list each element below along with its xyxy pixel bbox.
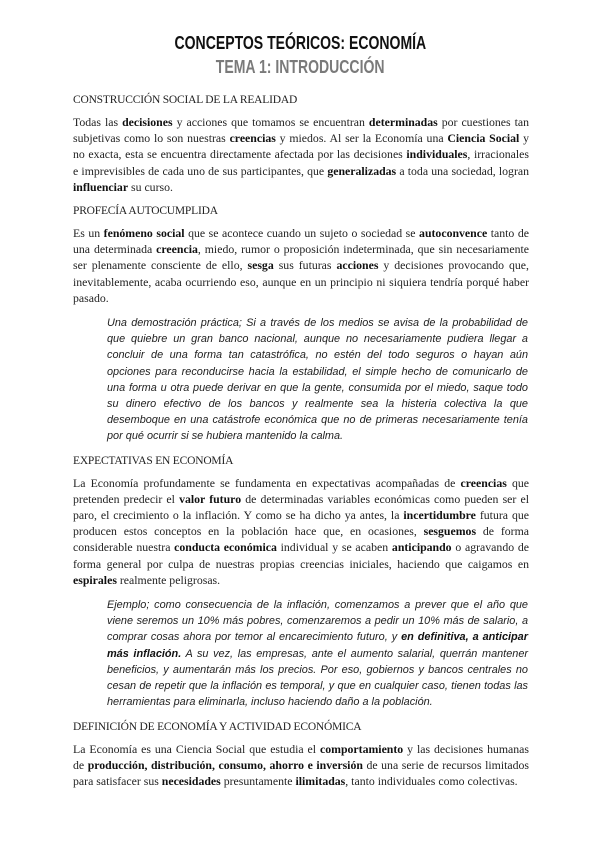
bold-term: influenciar — [73, 179, 129, 194]
text-run: A su vez, las empresas, ante el aumento salarial, querrán mantener beneficios, y aumentarán más los precios. Por eso, gobiernos y bancos centrales no cesan de repetir que la inflación es temporal, y que en cualquier caso, tienen todas las herramientas para eliminarla, incluso haciendo daño a la población. — [107, 647, 529, 709]
text-run: Todas las — [73, 115, 123, 129]
text-run: La Economía profundamente se fundamenta en expectativas acompañadas de — [73, 475, 461, 490]
bold-term: en definitiva, a anticipar más inflación. — [107, 631, 528, 660]
bold-term: autoconvence — [419, 226, 488, 241]
bold-term: incertidumbre — [403, 508, 476, 523]
text-run: y las decisiones humanas de — [73, 741, 530, 772]
text-run: que pretenden predecir el — [73, 475, 529, 506]
text-run: y miedos. Al ser la Economía una — [275, 131, 448, 146]
text-run: presuntamente — [220, 773, 296, 788]
section-heading: EXPECTATIVAS EN ECONOMÍA — [73, 454, 234, 467]
bold-term: ilimitadas — [295, 773, 346, 788]
text-run: Es un — [73, 226, 104, 241]
bold-term: acciones — [336, 258, 379, 273]
text-run: a toda una sociedad, logran — [396, 163, 530, 178]
text-run: de determinadas variables económicas como pueden ser el paro, el crecimiento o la inflación. Y como se ha dicho ya antes, la — [73, 491, 529, 523]
bold-term: creencias — [460, 475, 507, 490]
text-run: individual y se acaben — [276, 540, 392, 555]
text-run: que se acontece cuando un sujeto o sociedad se — [184, 226, 420, 241]
bold-term: espirales — [73, 572, 117, 587]
text-run: sus futuras — [273, 258, 337, 273]
bold-term: individuales — [406, 147, 468, 162]
bold-term: sesga — [247, 258, 274, 273]
bold-term: generalizadas — [327, 163, 397, 178]
text-run: por cuestiones tan subjetivas como lo son nuestras — [73, 115, 529, 146]
bold-term: creencias — [229, 131, 276, 146]
document-title — [0, 31, 600, 55]
text-run: y decisiones provocando que, inevitablemente, acaba ocurriendo eso, aunque en un principio ni siquiera tendría porqué haber pasado. — [73, 258, 529, 305]
text-run: Ejemplo; como consecuencia de la inflación, comenzamos a prever que el año que viene seremos un 10% más pobres, comenzaremos a pedir un 10% más de salario, a comprar cosas ahora por temor al encarecimiento futuro, y — [107, 599, 528, 644]
paragraph — [73, 225, 529, 306]
text-run: o agravando de forma general por culpa de nuestras propias creencias iniciales, haciendo que caigamos en — [73, 540, 529, 571]
example-quote — [107, 597, 528, 710]
text-run: Una demostración práctica; Si a través de los medios se avisa de la probabilidad de que quiebre un gran banco nacional, aunque no necesariamente pudiera llegar a concluir de una forma tan catastrófica, no estén del todo seguros o hayan aún opciones para reconducirse hacia la estabilidad, el simple hecho de comunicarlo de una forma u otra puede derivar en que la gente, consumida por el miedo, saque todo su dinero efectivo de los bancos y realmente sea la histeria colectiva la que desemboque en una catástrofe económica que no de primeras necesariamente tenía por qué ocurrir si se hubiera mantenido la calma. — [107, 317, 528, 443]
text-run: , miedo, rumor o proposición indeterminada, que sin necesariamente ser plenamente consciente de ello, — [73, 242, 529, 273]
text-run: tanto de una determinada — [73, 226, 529, 257]
bold-term: producción, distribución, consumo, ahorro e inversión — [87, 757, 363, 772]
bold-term: comportamiento — [319, 741, 404, 756]
bold-term: Ciencia Social — [447, 131, 520, 146]
paragraph — [73, 475, 529, 588]
document-title-text: CONCEPTOS TEÓRICOS: ECONOMÍA — [174, 33, 426, 53]
text-run: , tanto individuales como colectivas. — [345, 773, 518, 788]
text-run: realmente peligrosas. — [116, 572, 221, 587]
document-subtitle — [0, 55, 600, 79]
bold-term: conducta económica — [174, 540, 277, 555]
bold-term: valor futuro — [179, 491, 242, 506]
text-run: , irracionales e imprevisibles de cada uno de sus participantes, que — [73, 147, 529, 178]
section-heading: CONSTRUCCIÓN SOCIAL DE LA REALIDAD — [73, 94, 298, 106]
example-quote — [107, 315, 528, 445]
text-run: La Economía es una Ciencia Social que estudia el — [73, 741, 320, 756]
bold-term: fenómeno social — [103, 226, 185, 241]
paragraph — [73, 114, 529, 195]
text-run: y no exacta, esta se encuentra directamente afectada por las decisiones — [73, 131, 530, 162]
section-heading: PROFECÍA AUTOCUMPLIDA — [73, 205, 218, 218]
bold-term: sesguemos — [423, 524, 477, 539]
text-run: futura que producen estos conceptos en la población hace que, en ocasiones, — [73, 508, 529, 539]
document-subtitle-text: TEMA 1: INTRODUCCIÓN — [215, 57, 385, 77]
bold-term: anticipando — [391, 540, 452, 555]
bold-term: creencia — [156, 242, 198, 257]
text-run: de forma considerable nuestra — [73, 524, 529, 555]
paragraph — [73, 741, 529, 790]
bold-term: determinadas — [368, 115, 438, 129]
text-run: y acciones que tomamos se encuentran — [172, 115, 369, 129]
bold-term: decisiones — [122, 115, 173, 129]
text-run: su curso. — [128, 179, 173, 194]
bold-term: necesidades — [161, 773, 221, 788]
text-run: de una serie de recursos limitados para satisfacer sus — [73, 757, 529, 788]
section-heading: DEFINICIÓN DE ECONOMÍA Y ACTIVIDAD ECONÓMICA — [73, 720, 362, 733]
